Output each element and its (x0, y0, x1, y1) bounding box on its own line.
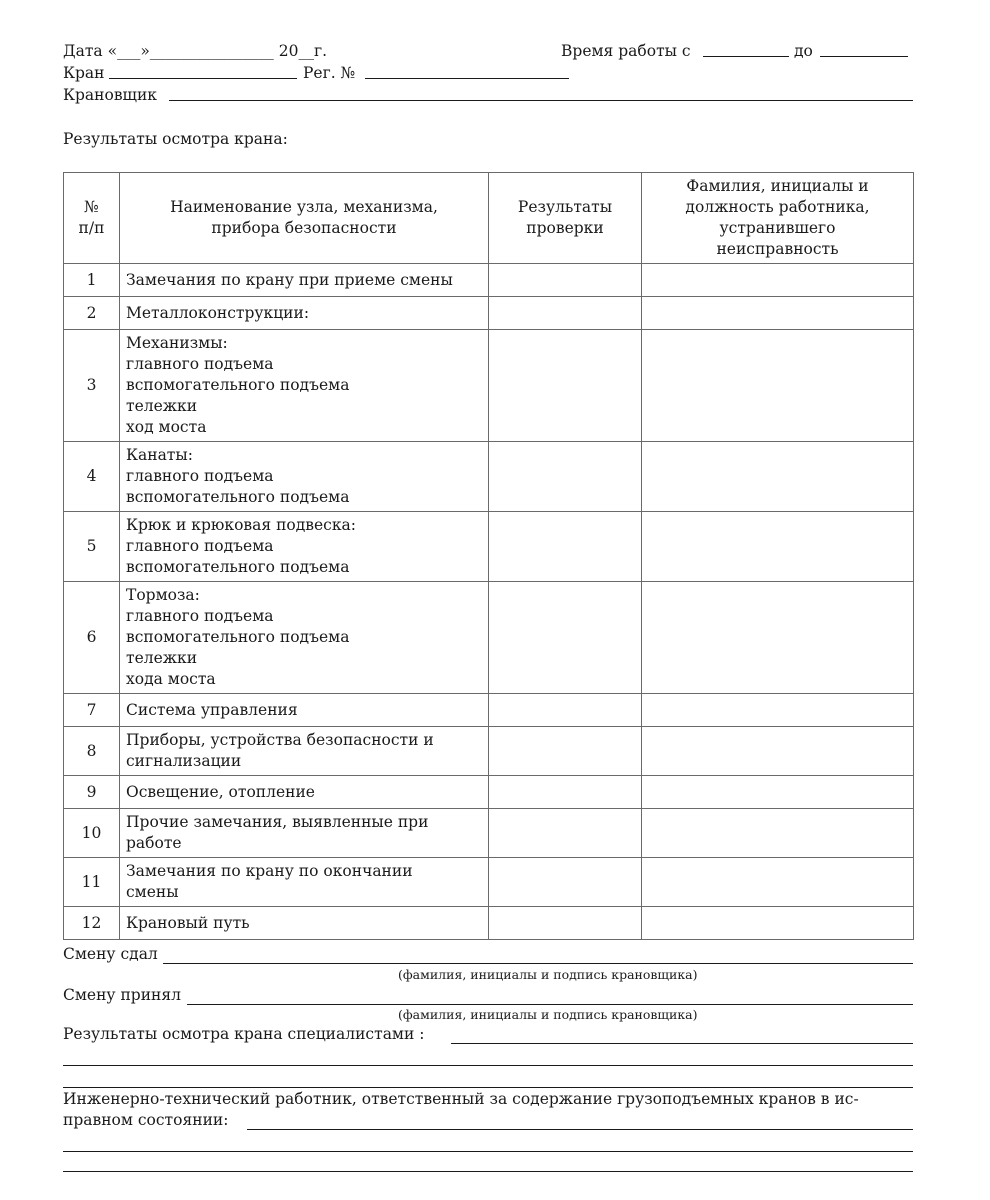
person-cell[interactable] (642, 330, 914, 442)
specialists-label: Результаты осмотра крана специалистами : (63, 1025, 425, 1043)
header-result: Результаты проверки (489, 173, 642, 264)
table-row (64, 727, 914, 776)
row-num: 5 (64, 512, 120, 582)
shift-taken-label: Смену принял (63, 986, 182, 1004)
header-name: Наименование узла, механизма, прибора безопасности (120, 173, 489, 264)
crane-label: Кран (63, 64, 105, 82)
table-row (64, 858, 914, 907)
row-name: Механизмы: главного подъема вспомогательного подъема тележки ход моста (120, 330, 489, 442)
person-cell[interactable] (642, 297, 914, 330)
result-cell[interactable] (489, 330, 642, 442)
specialists-line-2[interactable] (63, 1065, 913, 1066)
table-row (64, 776, 914, 809)
row-num: 10 (64, 809, 120, 858)
row-name: Приборы, устройства безопасности и сигнализации (120, 727, 489, 776)
row-num: 4 (64, 442, 120, 512)
result-cell[interactable] (489, 776, 642, 809)
operator-label: Крановщик (63, 86, 157, 104)
engineer-line-3[interactable] (63, 1171, 913, 1172)
row-num: 7 (64, 694, 120, 727)
engineer-field[interactable] (247, 1129, 913, 1130)
person-cell[interactable] (642, 727, 914, 776)
row-name: Канаты: главного подъема вспомогательного подъема (120, 442, 489, 512)
result-cell[interactable] (489, 907, 642, 940)
result-cell[interactable] (489, 694, 642, 727)
header-row-crane (63, 62, 913, 84)
work-time-from-field[interactable] (703, 56, 789, 57)
person-cell[interactable] (642, 809, 914, 858)
result-cell[interactable] (489, 858, 642, 907)
header-row-date (63, 40, 913, 62)
person-cell[interactable] (642, 694, 914, 727)
engineer-label-line1: Инженерно-технический работник, ответственный за содержание грузоподъемных кранов в ис- (63, 1090, 859, 1108)
row-name: Тормоза: главного подъема вспомогательного подъема тележки хода моста (120, 582, 489, 694)
engineer-label-line2: правном состоянии: (63, 1111, 229, 1129)
header-row-operator (63, 84, 913, 106)
reg-label: Рег. № (303, 64, 356, 82)
row-num: 8 (64, 727, 120, 776)
operator-field[interactable] (169, 100, 913, 101)
table-row (64, 582, 914, 694)
row-name: Прочие замечания, выявленные при работе (120, 809, 489, 858)
row-name: Крановый путь (120, 907, 489, 940)
person-cell[interactable] (642, 858, 914, 907)
row-name: Замечания по крану по окончании смены (120, 858, 489, 907)
person-cell[interactable] (642, 264, 914, 297)
result-cell[interactable] (489, 297, 642, 330)
inspection-table (63, 172, 914, 940)
person-cell[interactable] (642, 512, 914, 582)
specialists-line-3[interactable] (63, 1087, 913, 1088)
result-cell[interactable] (489, 512, 642, 582)
table-row (64, 809, 914, 858)
section-title: Результаты осмотра крана: (63, 130, 288, 148)
row-name: Металлоконструкции: (120, 297, 489, 330)
result-cell[interactable] (489, 727, 642, 776)
table-row (64, 694, 914, 727)
table-row (64, 264, 914, 297)
work-time-to-label: до (794, 42, 813, 60)
table-row (64, 330, 914, 442)
row-num: 6 (64, 582, 120, 694)
table-row (64, 297, 914, 330)
row-num: 9 (64, 776, 120, 809)
footer-block (63, 945, 913, 1185)
date-label: Дата «___»________________ 20__г. (63, 42, 327, 60)
shift-given-field[interactable] (163, 963, 913, 964)
header-person: Фамилия, инициалы и должность работника, устранившего неисправность (642, 173, 914, 264)
shift-taken-field[interactable] (187, 1004, 913, 1005)
result-cell[interactable] (489, 264, 642, 297)
result-cell[interactable] (489, 809, 642, 858)
row-num: 12 (64, 907, 120, 940)
result-cell[interactable] (489, 582, 642, 694)
table-row (64, 442, 914, 512)
work-time-to-field[interactable] (820, 56, 908, 57)
result-cell[interactable] (489, 442, 642, 512)
person-cell[interactable] (642, 907, 914, 940)
table-row (64, 512, 914, 582)
shift-given-label: Смену сдал (63, 945, 158, 963)
reg-field[interactable] (365, 78, 569, 79)
crane-field[interactable] (109, 78, 297, 79)
specialists-field[interactable] (451, 1043, 913, 1044)
row-name: Замечания по крану при приеме смены (120, 264, 489, 297)
row-name: Освещение, отопление (120, 776, 489, 809)
work-time-from-label: Время работы с (561, 42, 691, 60)
row-num: 1 (64, 264, 120, 297)
table-header-row (64, 173, 914, 264)
row-name: Система управления (120, 694, 489, 727)
table-row (64, 907, 914, 940)
shift-taken-hint: (фамилия, инициалы и подпись крановщика) (398, 1007, 698, 1022)
shift-given-hint: (фамилия, инициалы и подпись крановщика) (398, 967, 698, 982)
engineer-line-2[interactable] (63, 1151, 913, 1152)
person-cell[interactable] (642, 442, 914, 512)
row-num: 11 (64, 858, 120, 907)
person-cell[interactable] (642, 776, 914, 809)
person-cell[interactable] (642, 582, 914, 694)
row-num: 3 (64, 330, 120, 442)
header-num: № п/п (64, 173, 120, 264)
row-name: Крюк и крюковая подвеска: главного подъема вспомогательного подъема (120, 512, 489, 582)
row-num: 2 (64, 297, 120, 330)
